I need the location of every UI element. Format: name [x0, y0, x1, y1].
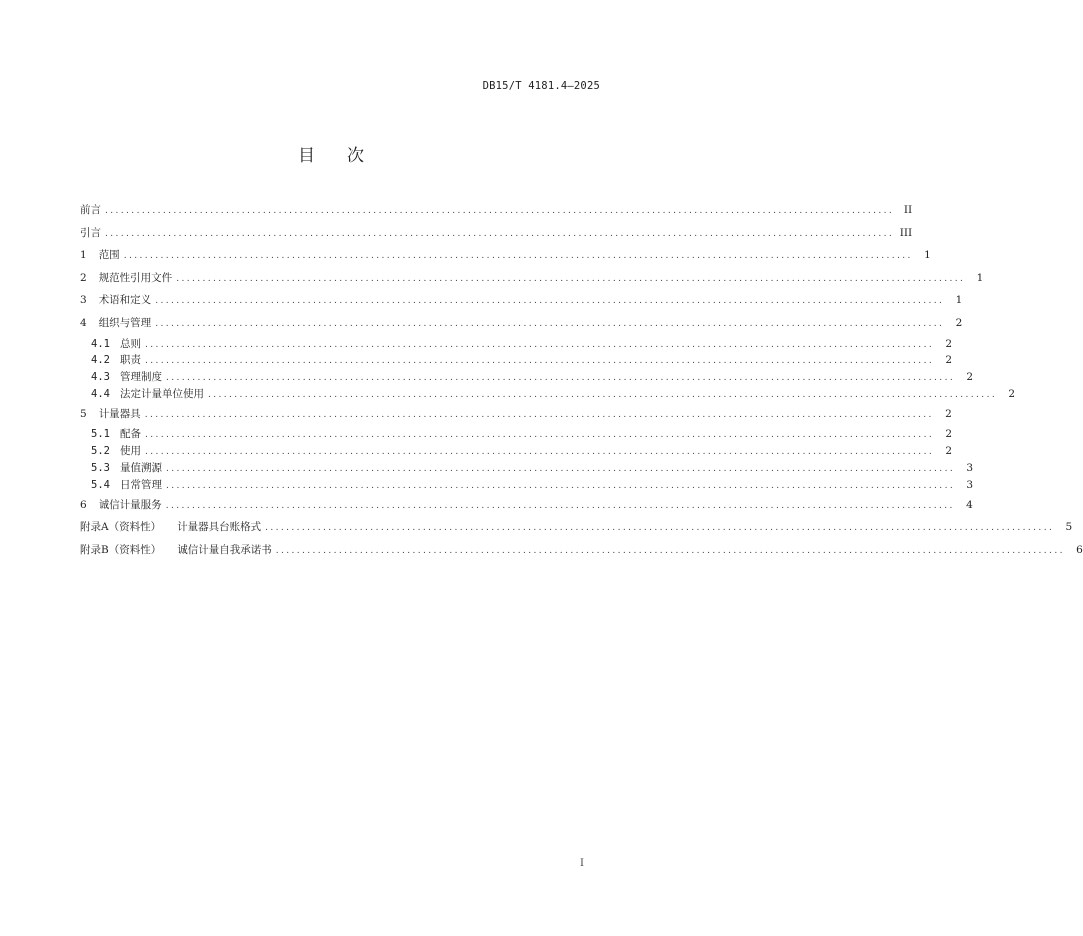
toc-entry-label: 日常管理	[119, 478, 162, 491]
toc-entry-label: 法定计量单位使用	[119, 387, 204, 400]
toc-entry-page: 1	[976, 271, 984, 284]
toc-entry-page: 2	[945, 445, 953, 458]
table-of-contents	[80, 202, 1083, 564]
toc-entry-number: 4.2	[91, 354, 110, 367]
toc-entry-number: 4.3	[91, 371, 110, 384]
toc-leader: ......................................................................................................................................................	[144, 447, 935, 458]
toc-entry-5[interactable]	[80, 406, 952, 429]
toc-entry-foreword[interactable]	[80, 202, 913, 225]
toc-entry-number: 1	[80, 249, 87, 262]
toc-entry-label: 范围	[98, 249, 120, 262]
toc-leader: ......................................................................................................................................................	[123, 251, 913, 262]
toc-leader: ......................................................................................................................................................	[165, 480, 956, 491]
toc-entry-page: II	[903, 204, 913, 216]
toc-entry-page: III	[899, 226, 913, 239]
toc-entry-label: 计量器具台账格式	[177, 521, 262, 534]
toc-entry-label: 总则	[119, 337, 141, 350]
toc-title: 目次	[298, 146, 396, 166]
toc-entry-appendix-b[interactable]	[80, 542, 1083, 565]
toc-entry-4[interactable]	[80, 315, 963, 338]
toc-entry-page: 2	[966, 371, 974, 384]
toc-entry-label: 组织与管理	[98, 316, 152, 329]
toc-entry-4-2[interactable]	[80, 352, 953, 369]
toc-entry-number: 5.4	[91, 478, 110, 491]
toc-leader: ......................................................................................................................................................	[207, 389, 998, 400]
toc-entry-number: 附录A（资料性）	[80, 521, 162, 534]
toc-entry-number: 5.3	[91, 461, 110, 474]
toc-entry-page: 2	[945, 337, 953, 350]
toc-entry-number: 2	[80, 271, 87, 284]
toc-entry-number: 6	[80, 498, 87, 511]
toc-entry-page: 5	[1065, 521, 1073, 534]
toc-entry-number: 3	[80, 294, 87, 307]
toc-entry-page: 2	[945, 428, 953, 441]
toc-entry-page: 2	[1008, 387, 1016, 400]
toc-entry-page: 2	[945, 354, 953, 367]
toc-entry-page: 2	[955, 316, 963, 329]
toc-leader: ......................................................................................................................................................	[275, 545, 1065, 556]
toc-leader: ......................................................................................................................................................	[144, 409, 934, 420]
toc-entry-label: 职责	[119, 354, 141, 367]
toc-leader: ......................................................................................................................................................	[176, 273, 966, 284]
toc-entry-label: 计量器具	[98, 407, 141, 420]
toc-entry-page: 1	[955, 294, 963, 307]
toc-entry-introduction[interactable]	[80, 225, 913, 248]
toc-entry-page: 2	[945, 407, 952, 420]
toc-entry-label: 使用	[119, 445, 141, 458]
toc-entry-label: 量值溯源	[119, 461, 162, 474]
toc-leader: ......................................................................................................................................................	[155, 296, 945, 307]
toc-entry-4-3[interactable]	[80, 369, 974, 386]
toc-entry-number: 5.1	[91, 428, 110, 441]
toc-leader: ......................................................................................................................................................	[144, 356, 935, 367]
toc-entry-5-4[interactable]	[80, 477, 974, 494]
toc-entry-number: 5.2	[91, 445, 110, 458]
toc-leader: ......................................................................................................................................................	[165, 373, 956, 384]
footer-page-number: I	[580, 858, 584, 869]
toc-leader: ......................................................................................................................................................	[165, 463, 956, 474]
toc-leader: ......................................................................................................................................................	[265, 523, 1055, 534]
toc-entry-label: 引言	[80, 226, 101, 239]
toc-entry-label: 术语和定义	[98, 294, 152, 307]
toc-entry-number: 4	[80, 316, 87, 329]
toc-entry-label: 诚信计量服务	[98, 498, 162, 511]
toc-leader: ......................................................................................................................................................	[144, 339, 935, 350]
toc-entry-label: 诚信计量自我承诺书	[177, 543, 272, 556]
toc-entry-2[interactable]	[80, 270, 984, 293]
toc-entry-1[interactable]	[80, 247, 931, 270]
toc-entry-label: 配备	[119, 428, 141, 441]
toc-leader: ......................................................................................................................................................	[105, 228, 895, 239]
toc-entry-page: 3	[966, 461, 974, 474]
toc-leader: ......................................................................................................................................................	[105, 206, 895, 216]
toc-entry-number: 4.1	[91, 337, 110, 350]
doc-code: DB15/T 4181.4—2025	[482, 80, 600, 92]
toc-entry-label: 规范性引用文件	[98, 271, 173, 284]
toc-entry-5-1[interactable]	[80, 426, 953, 443]
toc-entry-4-4[interactable]	[80, 386, 1016, 403]
toc-leader: ......................................................................................................................................................	[144, 430, 935, 441]
toc-entry-page: 6	[1076, 543, 1083, 556]
toc-entry-number: 5	[80, 407, 87, 420]
toc-leader: ......................................................................................................................................................	[165, 500, 955, 511]
toc-entry-3[interactable]	[80, 292, 963, 315]
toc-entry-4-1[interactable]	[80, 336, 953, 353]
toc-entry-label: 管理制度	[119, 371, 162, 384]
toc-entry-number: 4.4	[91, 387, 110, 400]
toc-entry-appendix-a[interactable]	[80, 519, 1073, 542]
toc-entry-number: 附录B（资料性）	[80, 543, 162, 556]
toc-entry-page: 1	[924, 249, 931, 262]
toc-entry-page: 3	[966, 478, 974, 491]
toc-entry-5-3[interactable]	[80, 460, 974, 477]
toc-entry-6[interactable]	[80, 497, 973, 520]
toc-entry-page: 4	[966, 498, 973, 511]
toc-entry-label: 前言	[80, 204, 101, 216]
toc-entry-5-2[interactable]	[80, 443, 953, 460]
toc-leader: ......................................................................................................................................................	[155, 318, 945, 329]
